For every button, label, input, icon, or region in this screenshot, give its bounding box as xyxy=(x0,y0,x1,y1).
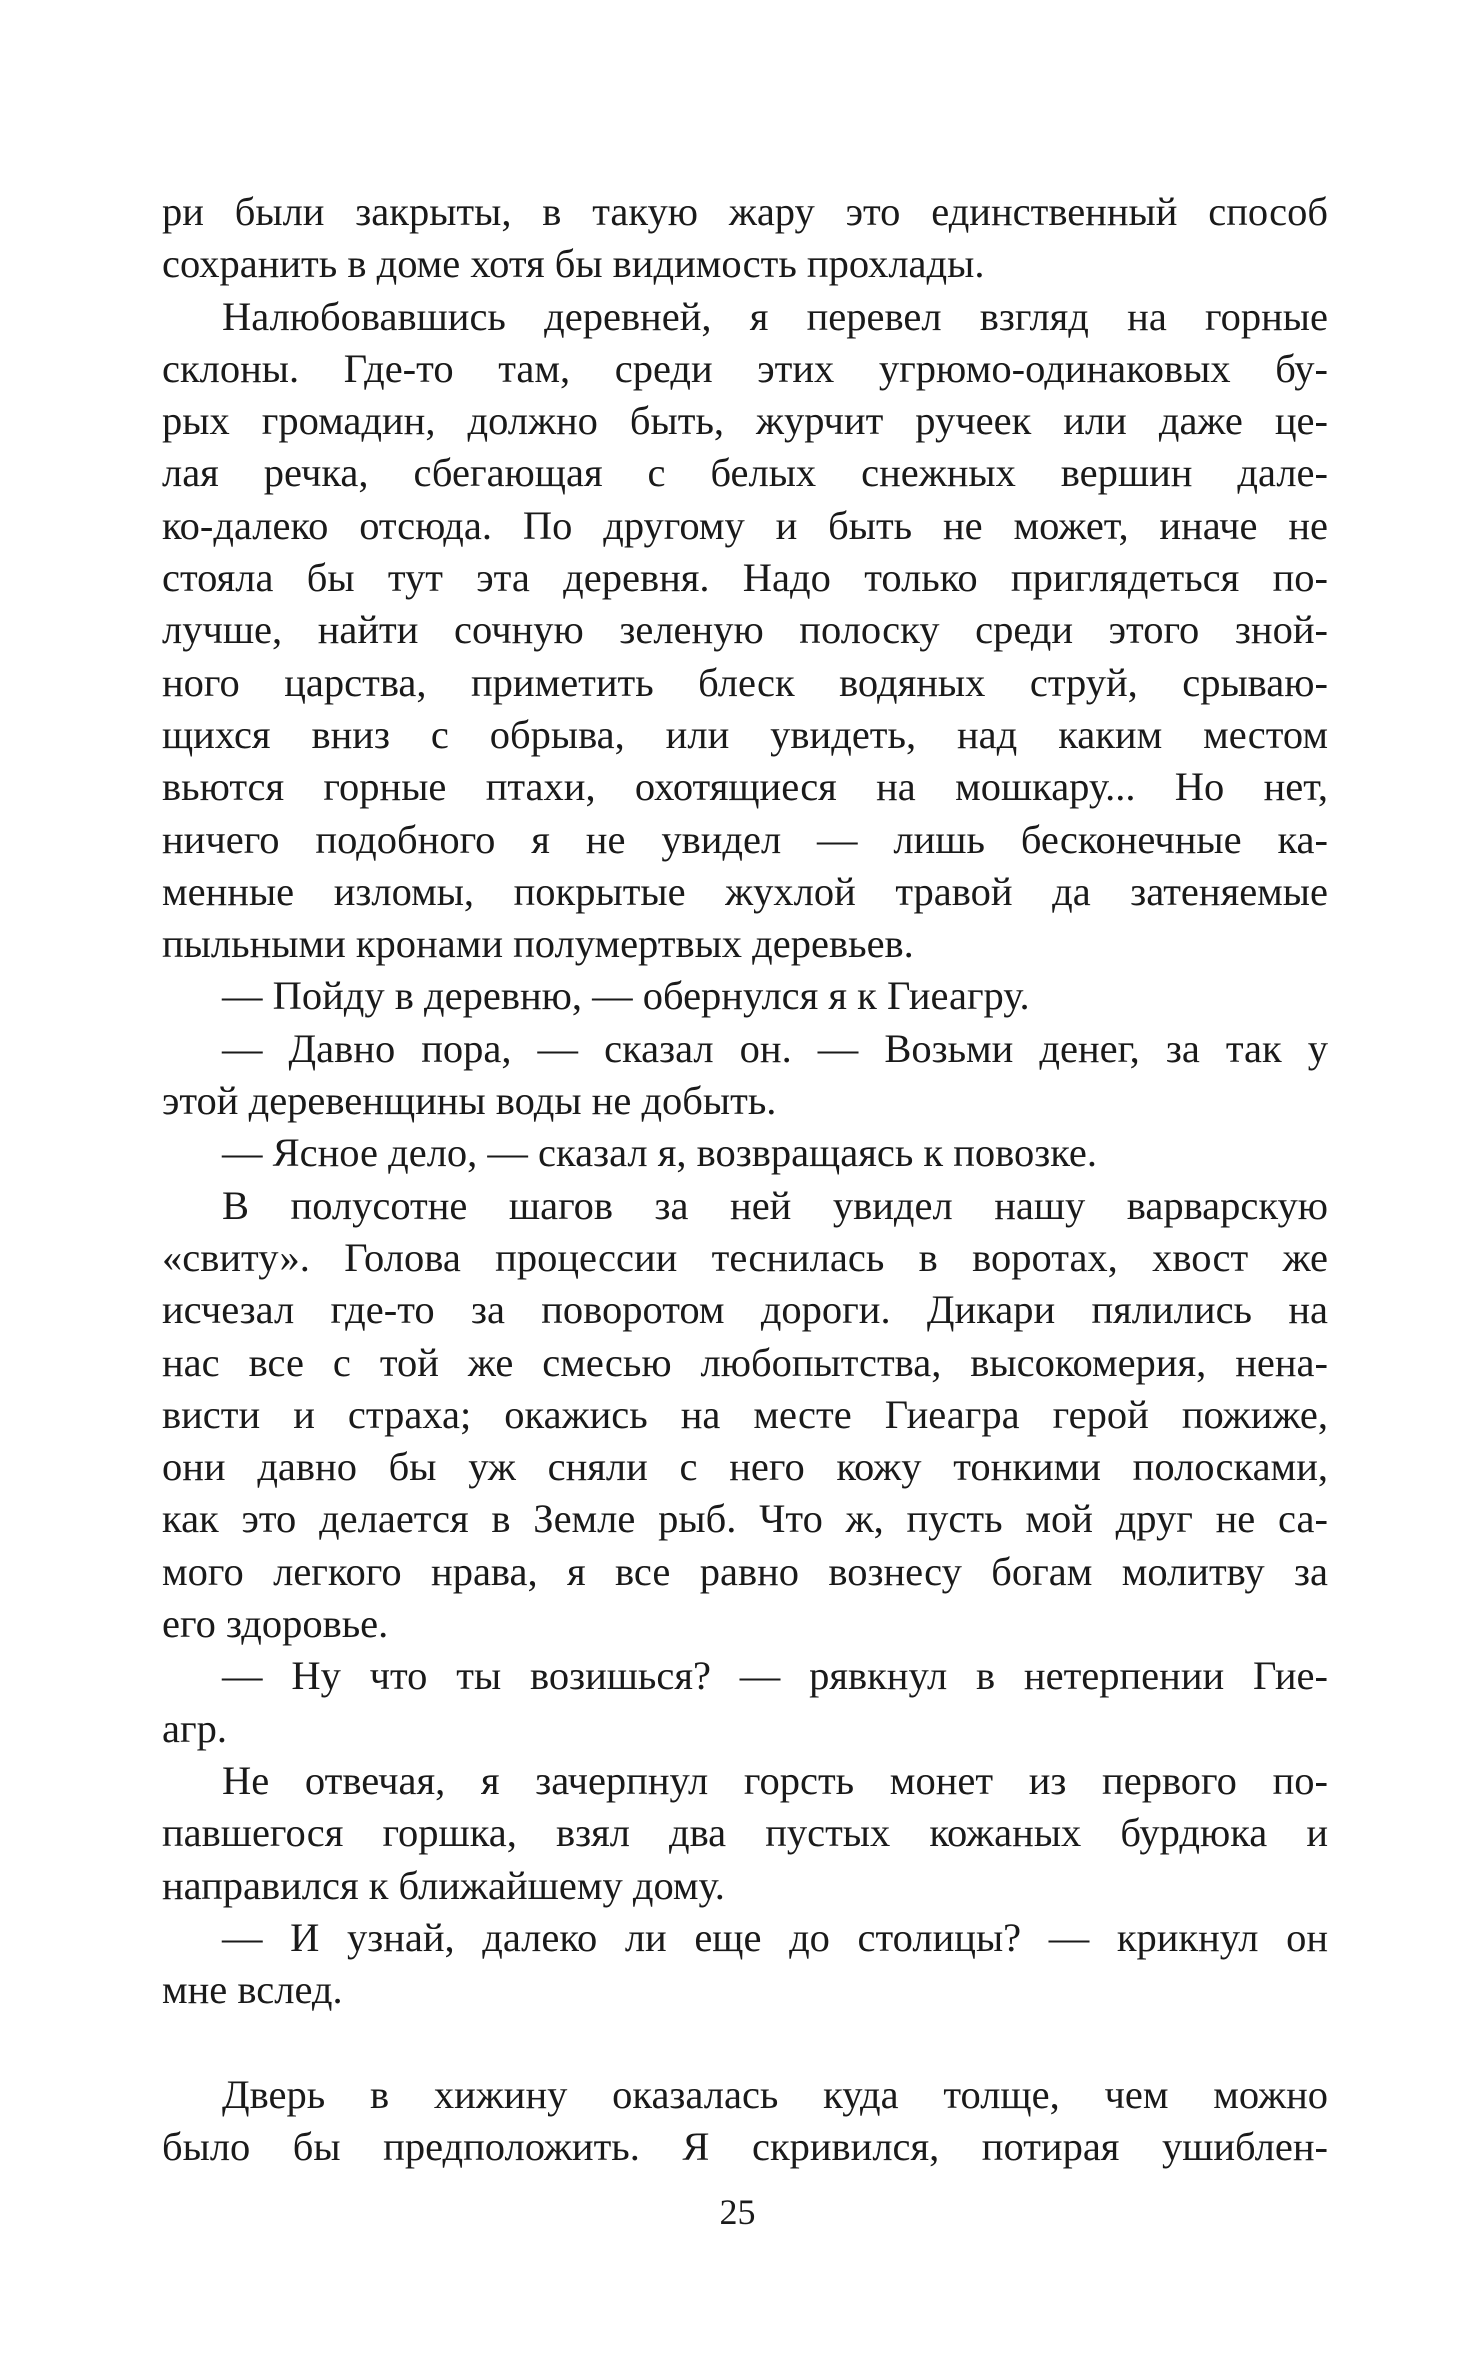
text-line: — Ну что ты возишься? — рявкнул в нетерпении Гие- xyxy=(222,1653,1328,1699)
text-line: — И узнай, далеко ли еще до столицы? — крикнул он xyxy=(222,1914,1328,1960)
text-line: «свиту». Голова процессии теснилась в воротах, хвост же xyxy=(162,1234,1328,1280)
page-number: 25 xyxy=(719,2192,756,2232)
text-line: висти и страха; окажись на месте Гиеагра герой пожиже, xyxy=(162,1391,1328,1437)
text-line: ко-далеко отсюда. По другому и быть не может, иначе не xyxy=(162,502,1328,548)
text-line: менные изломы, покрытые жухлой травой да затеняемые xyxy=(162,868,1328,914)
text-line: как это делается в Земле рыб. Что ж, пусть мой друг не са- xyxy=(162,1496,1328,1542)
text-line: этой деревенщины воды не добыть. xyxy=(162,1078,777,1124)
text-line: было бы предположить. Я скривился, потирая ушиблен- xyxy=(162,2123,1328,2169)
text-line: павшегося горшка, взял два пустых кожаных бурдюка и xyxy=(162,1810,1328,1856)
text-line: мого легкого нрава, я все равно вознесу богам молитву за xyxy=(162,1548,1328,1594)
text-line: ного царства, приметить блеск водяных струй, срываю- xyxy=(162,659,1328,705)
text-line: агр. xyxy=(162,1705,227,1751)
text-line: — Давно пора, — сказал он. — Возьми денег, за так у xyxy=(222,1025,1328,1071)
text-line: его здоровье. xyxy=(162,1601,389,1647)
text-line: рых громадин, должно быть, журчит ручеек или даже це- xyxy=(162,398,1328,444)
text-line: мне вслед. xyxy=(162,1967,343,2013)
text-line: направился к ближайшему дому. xyxy=(162,1862,725,1908)
text-line: вьются горные птахи, охотящиеся на мошкару... Но нет, xyxy=(162,764,1328,810)
text-line: ничего подобного я не увидел — лишь бесконечные ка- xyxy=(162,816,1328,862)
text-line: Не отвечая, я зачерпнул горсть монет из первого по- xyxy=(222,1757,1328,1803)
text-line: В полусотне шагов за ней увидел нашу варварскую xyxy=(222,1182,1328,1228)
text-line: сохранить в доме хотя бы видимость прохлады. xyxy=(162,241,985,287)
section-break xyxy=(162,2016,1328,2068)
text-line: пыльными кронами полумертвых деревьев. xyxy=(162,921,914,967)
text-line: Дверь в хижину оказалась куда толще, чем можно xyxy=(222,2071,1328,2117)
text-line: Налюбовавшись деревней, я перевел взгляд на горные xyxy=(222,293,1328,339)
text-line: стояла бы тут эта деревня. Надо только приглядеться по- xyxy=(162,555,1328,601)
text-line: — Ясное дело, — сказал я, возвращаясь к повозке. xyxy=(222,1130,1098,1176)
text-line: — Пойду в деревню, — обернулся я к Гиеагру. xyxy=(222,973,1030,1019)
text-line: лучше, найти сочную зеленую полоску среди этого зной- xyxy=(162,607,1328,653)
text-line: лая речка, сбегающая с белых снежных вершин дале- xyxy=(162,450,1328,496)
text-line: ри были закрыты, в такую жару это единственный способ xyxy=(162,189,1328,234)
page-text xyxy=(162,186,1328,2173)
text-line: они давно бы уж сняли с него кожу тонкими полосками, xyxy=(162,1444,1328,1490)
text-line: склоны. Где-то там, среди этих угрюмо-одинаковых бу- xyxy=(162,345,1328,391)
text-line: щихся вниз с обрыва, или увидеть, над каким местом xyxy=(162,711,1328,757)
text-line: исчезал где-то за поворотом дороги. Дикари пялились на xyxy=(162,1287,1328,1333)
text-line: нас все с той же смесью любопытства, высокомерия, нена- xyxy=(162,1339,1328,1385)
